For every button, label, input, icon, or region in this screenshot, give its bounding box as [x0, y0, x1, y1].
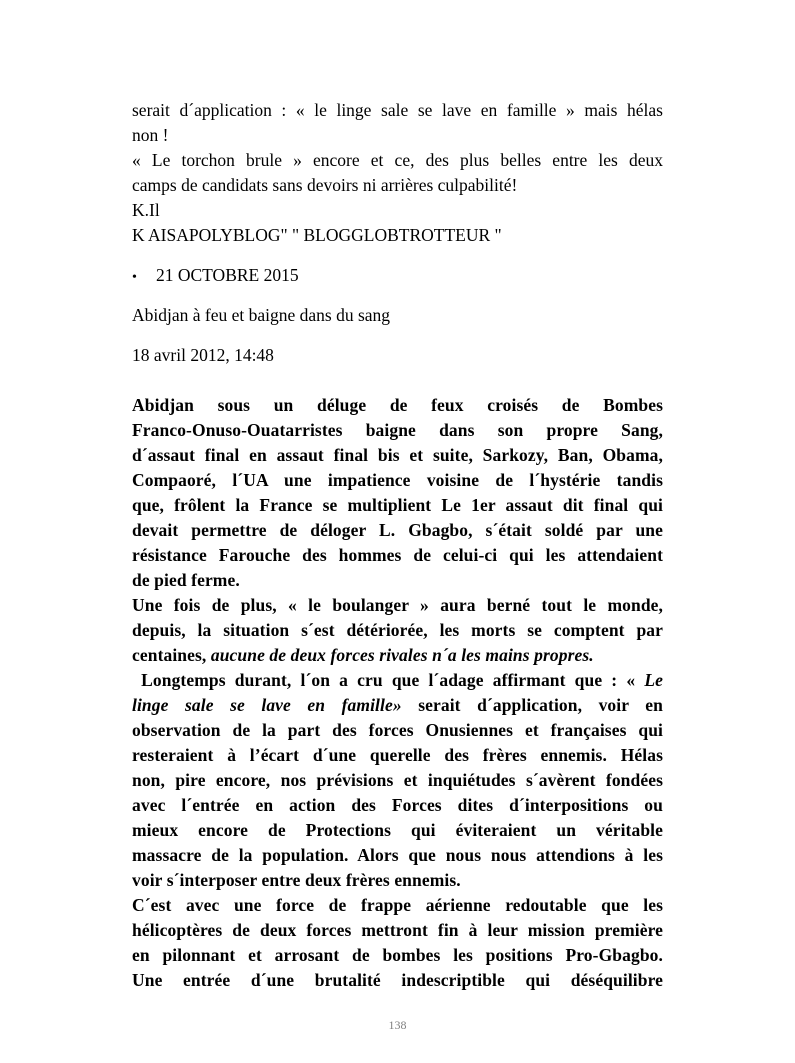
body-line: hélicoptères de deux forces mettront fin à leur mission première: [132, 920, 663, 940]
body-line: Abidjan sous un déluge de feux croisés de Bombes: [132, 395, 663, 415]
body-line: résistance Farouche des hommes de celui-ci qui les attendaient: [132, 545, 663, 565]
body-line: d´assaut final en assaut final bis et suite, Sarkozy, Ban, Obama,: [132, 445, 663, 465]
body-line: voir s´interposer entre deux frères ennemis.: [132, 870, 461, 890]
top-text-block: [132, 98, 663, 248]
body-italic-text: aucune de deux forces rivales n´a les mains propres.: [210, 645, 594, 665]
body-line: Une entrée d´une brutalité indescriptible qui déséquilibre: [132, 970, 663, 990]
bullet-icon: •: [132, 270, 137, 285]
body-line: depuis, la situation s´est détériorée, les morts se comptent par: [132, 620, 663, 640]
body-line-mixed: [132, 693, 663, 718]
signature: K.Il: [132, 200, 160, 220]
top-line-1: serait d´application : « le linge sale se lave en famille » mais hélas: [132, 100, 663, 120]
top-line-3: « Le torchon brule » encore et ce, des plus belles entre les deux: [132, 150, 663, 170]
top-line-2: non !: [132, 125, 169, 145]
top-line-4: camps de candidats sans devoirs ni arrières culpabilité!: [132, 175, 518, 195]
body-line: C´est avec une force de frappe aérienne redoutable que les: [132, 895, 663, 915]
body-italic-text: Le: [644, 670, 663, 690]
body-line: en pilonnant et arrosant de bombes les positions Pro-Gbagbo.: [132, 945, 663, 965]
body-line: mieux encore de Protections qui éviteraient un véritable: [132, 820, 663, 840]
body-line-mixed: [132, 643, 663, 668]
body-line-mixed: [132, 668, 663, 693]
body-line: que, frôlent la France se multiplient Le 1er assaut dit final qui: [132, 495, 663, 515]
body-italic-text: linge sale se lave en famille»: [132, 695, 402, 715]
body-text: serait d´application, voir en: [401, 695, 663, 715]
body-line: Compaoré, l´UA une impatience voisine de l´hystérie tandis: [132, 470, 663, 490]
body-line: Franco-Onuso-Ouatarristes baigne dans son propre Sang,: [132, 420, 663, 440]
bullet-date-row: [132, 263, 299, 290]
page-number: 138: [388, 1018, 407, 1032]
blog-name: K AISAPOLYBLOG" " BLOGGLOBTROTTEUR ": [132, 225, 502, 245]
article-title: Abidjan à feu et baigne dans du sang: [132, 305, 391, 325]
body-line: observation de la part des forces Onusiennes et françaises qui: [132, 720, 663, 740]
body-line: resteraient à l’écart d´une querelle des frères ennemis. Hélas: [132, 745, 663, 765]
body-line: non, pire encore, nos prévisions et inquiétudes s´avèrent fondées: [132, 770, 663, 790]
body-line: devait permettre de déloger L. Gbagbo, s´était soldé par une: [132, 520, 663, 540]
body-text: Longtemps durant, l´on a cru que l´adage affirmant que : «: [132, 670, 645, 690]
body-line: massacre de la population. Alors que nous nous attendions à les: [132, 845, 663, 865]
article-dateline: 18 avril 2012, 14:48: [132, 345, 274, 365]
body-text: centaines,: [132, 645, 211, 665]
body-line: avec l´entrée en action des Forces dites d´interpositions ou: [132, 795, 663, 815]
article-body: [132, 393, 663, 993]
body-line: Une fois de plus, « le boulanger » aura berné tout le monde,: [132, 595, 663, 615]
body-line: de pied ferme.: [132, 570, 240, 590]
bullet-date: 21 OCTOBRE 2015: [156, 265, 299, 285]
